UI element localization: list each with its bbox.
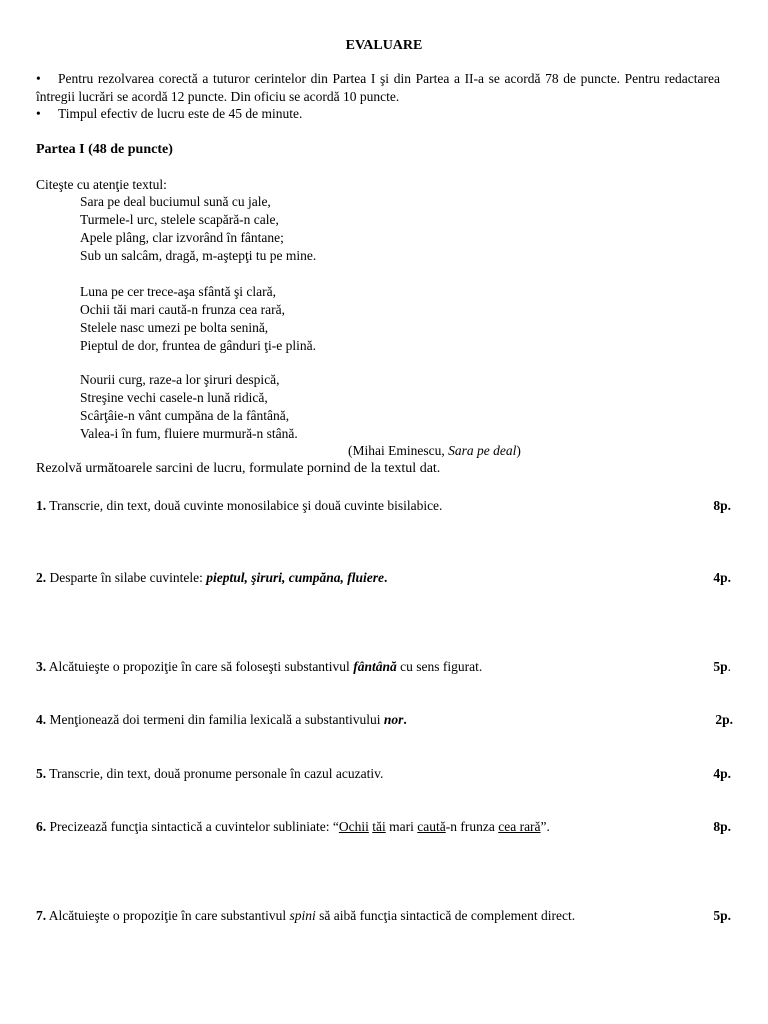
underlined-word: Ochii — [338, 819, 369, 834]
poem-line: Turmele-l urc, stelele scapără-n cale, — [80, 212, 279, 228]
poem-line: Pieptul de dor, fruntea de gânduri ţi-e plină. — [80, 338, 317, 354]
poem-stanza-1 — [80, 193, 316, 265]
poem-line: Apele plâng, clar izvorând în fântane; — [80, 230, 284, 246]
intro-bullet-2: • Timpul efectiv de lucru este de 45 de minute. — [36, 106, 303, 121]
question-1-points: 8p. — [713, 498, 731, 513]
question-4-points: 2p. — [715, 712, 733, 727]
task-intro: Rezolvă următoarele sarcini de lucru, formulate pornind de la textul dat. — [36, 461, 441, 476]
document-title: EVALUARE — [345, 38, 423, 53]
question-3: 3. Alcătuieşte o propoziţie în care să foloseşti substantivul fântână cu sens figurat. — [36, 659, 483, 674]
poem-stanza-2 — [80, 283, 316, 355]
question-7-points: 5p. — [713, 908, 731, 923]
poem-title: Sara pe deal — [448, 443, 517, 458]
question-2: 2. Desparte în silabe cuvintele: pieptul, şiruri, cumpăna, fluiere. — [36, 570, 388, 585]
poem-line: Scârţâie-n vânt cumpăna de la fântână, — [80, 408, 290, 424]
question-4: 4. Menţionează doi termeni din familia lexicală a substantivului nor. — [36, 712, 407, 727]
part1-heading: Partea I (48 de puncte) — [36, 142, 173, 157]
question-1: 1. Transcrie, din text, două cuvinte monosilabice şi două cuvinte bisilabice. — [36, 498, 443, 513]
question-6-points: 8p. — [713, 819, 731, 834]
read-instruction: Citeşte cu atenţie textul: — [36, 177, 167, 192]
poem-attribution: (Mihai Eminescu, Sara pe deal) — [348, 443, 521, 458]
intro-section — [36, 70, 720, 123]
question-2-points: 4p. — [713, 570, 731, 585]
question-5: 5. Transcrie, din text, două pronume personale în cazul acuzativ. — [36, 766, 384, 781]
poem-line: Streşine vechi casele-n lună ridică, — [80, 390, 268, 406]
question-3-points: 5p. — [713, 659, 731, 674]
poem-line: Valea-i în fum, fluiere murmură-n stână. — [80, 426, 298, 442]
poem-line: Stelele nasc umezi pe bolta senină, — [80, 320, 269, 336]
underlined-word: cea rară — [498, 819, 541, 834]
question-5-points: 4p. — [713, 766, 731, 781]
underlined-word: tăi — [372, 819, 386, 834]
poem-line: Ochii tăi mari caută-n frunza cea rară, — [80, 302, 285, 318]
poem-line: Sara pe deal buciumul sună cu jale, — [80, 194, 271, 209]
question-6: 6. Precizează funcţia sintactică a cuvintelor subliniate: “Ochii tăi mari caută-n frunza cea rară”. — [36, 819, 550, 834]
poem-line: Sub un salcâm, dragă, m-aştepţi tu pe mine. — [80, 248, 317, 264]
poem-line: Luna pe cer trece-aşa sfântă şi clară, — [80, 284, 277, 299]
question-7: 7. Alcătuieşte o propoziţie în care substantivul spini să aibă funcţia sintactică de complement direct. — [36, 908, 576, 923]
poem-stanza-3 — [80, 371, 298, 443]
underlined-word: caută — [417, 819, 446, 834]
intro-bullet-1: • Pentru rezolvarea corectă a tuturor cerintelor din Partea I şi din Partea a II-a se acordă 78 de puncte. Pentru redactarea întregii lucrări se acordă 12 puncte. Din oficiu se acordă 10 puncte. — [36, 71, 720, 104]
poem-line: Nourii curg, raze-a lor şiruri despică, — [80, 372, 280, 387]
